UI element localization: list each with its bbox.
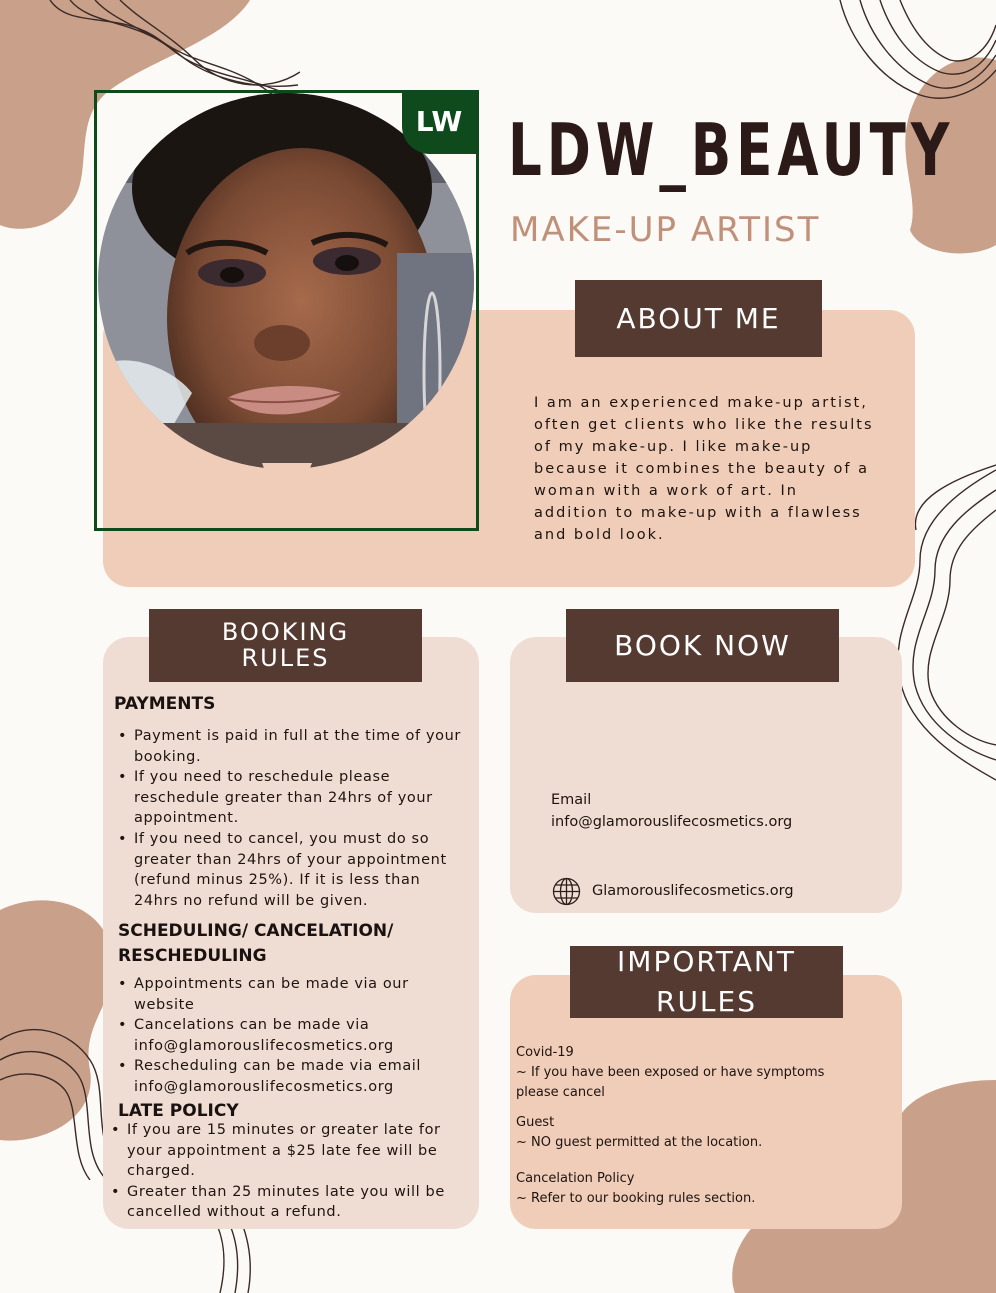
email-label: Email bbox=[551, 792, 592, 808]
monogram-badge bbox=[402, 90, 476, 154]
scheduling-heading-line1: SCHEDULING/ CANCELATION/ bbox=[118, 921, 394, 941]
booking-rules-heading-line1: BOOKING bbox=[221, 618, 350, 646]
profile-photo bbox=[97, 93, 476, 533]
globe-icon bbox=[552, 877, 581, 906]
payments-heading: PAYMENTS bbox=[114, 694, 216, 714]
decorative-lines-left bbox=[0, 1000, 120, 1180]
booking-rules-heading-line2: RULES bbox=[241, 644, 330, 672]
about-text: I am an experienced make-up artist, often get clients who like the results of my make-up. I like make-up because it combines the beauty of a woman with a work of art. In addition to make-up with a flawless and bold look. bbox=[534, 395, 874, 543]
list-item: • If you need to cancel, you must do so greater than 24hrs of your appointment (refund minus 25%). If it is less than 24hrs no refund will be given. bbox=[114, 829, 464, 911]
book-now-heading-text: BOOK NOW bbox=[614, 629, 791, 662]
cancelation-title: Cancelation Policy bbox=[516, 1171, 635, 1186]
scheduling-heading-line2: RESCHEDULING bbox=[118, 946, 267, 966]
brand-name: LDW_BEAUTY bbox=[508, 108, 955, 192]
late-policy-list bbox=[107, 1120, 457, 1223]
about-heading-text: ABOUT ME bbox=[616, 302, 781, 335]
list-item: • If you are 15 minutes or greater late for your appointment a $25 late fee will be charged. bbox=[107, 1120, 457, 1182]
list-item: • Cancelations can be made via info@glamorouslifecosmetics.org bbox=[114, 1015, 464, 1056]
booking-rules-heading bbox=[149, 609, 422, 682]
website-link[interactable]: Glamorouslifecosmetics.org bbox=[592, 883, 794, 899]
cancelation-text: ~ Refer to our booking rules section. bbox=[516, 1191, 756, 1206]
guest-title: Guest bbox=[516, 1115, 555, 1130]
list-item: • If you need to reschedule please reschedule greater than 24hrs of your appointment. bbox=[114, 767, 464, 829]
list-item: • Payment is paid in full at the time of your booking. bbox=[114, 726, 464, 767]
guest-text: ~ NO guest permitted at the location. bbox=[516, 1135, 763, 1150]
scheduling-heading bbox=[118, 919, 393, 969]
brand-tagline: MAKE-UP ARTIST bbox=[510, 210, 821, 250]
list-item: • Greater than 25 minutes late you will be cancelled without a refund. bbox=[107, 1182, 457, 1223]
late-policy-heading: LATE POLICY bbox=[118, 1101, 239, 1121]
decorative-lines-top-right bbox=[830, 0, 996, 110]
covid-text: ~ If you have been exposed or have symptoms please cancel bbox=[516, 1065, 825, 1100]
important-rules-heading bbox=[570, 946, 843, 1018]
cancelation-rule bbox=[516, 1169, 846, 1209]
guest-rule bbox=[516, 1113, 846, 1153]
important-rules-heading-line2: RULES bbox=[655, 985, 757, 1018]
list-item: • Rescheduling can be made via email info@glamorouslifecosmetics.org bbox=[114, 1056, 464, 1097]
payments-list bbox=[114, 726, 464, 911]
covid-rule bbox=[516, 1043, 846, 1103]
monogram-text: LW bbox=[415, 105, 463, 138]
book-now-heading bbox=[566, 609, 839, 682]
scheduling-list bbox=[114, 974, 464, 1098]
about-heading bbox=[575, 280, 822, 357]
list-item: • Appointments can be made via our website bbox=[114, 974, 464, 1015]
covid-title: Covid-19 bbox=[516, 1045, 574, 1060]
email-link[interactable]: info@glamorouslifecosmetics.org bbox=[551, 814, 793, 830]
important-rules-heading-line1: IMPORTANT bbox=[617, 945, 796, 978]
